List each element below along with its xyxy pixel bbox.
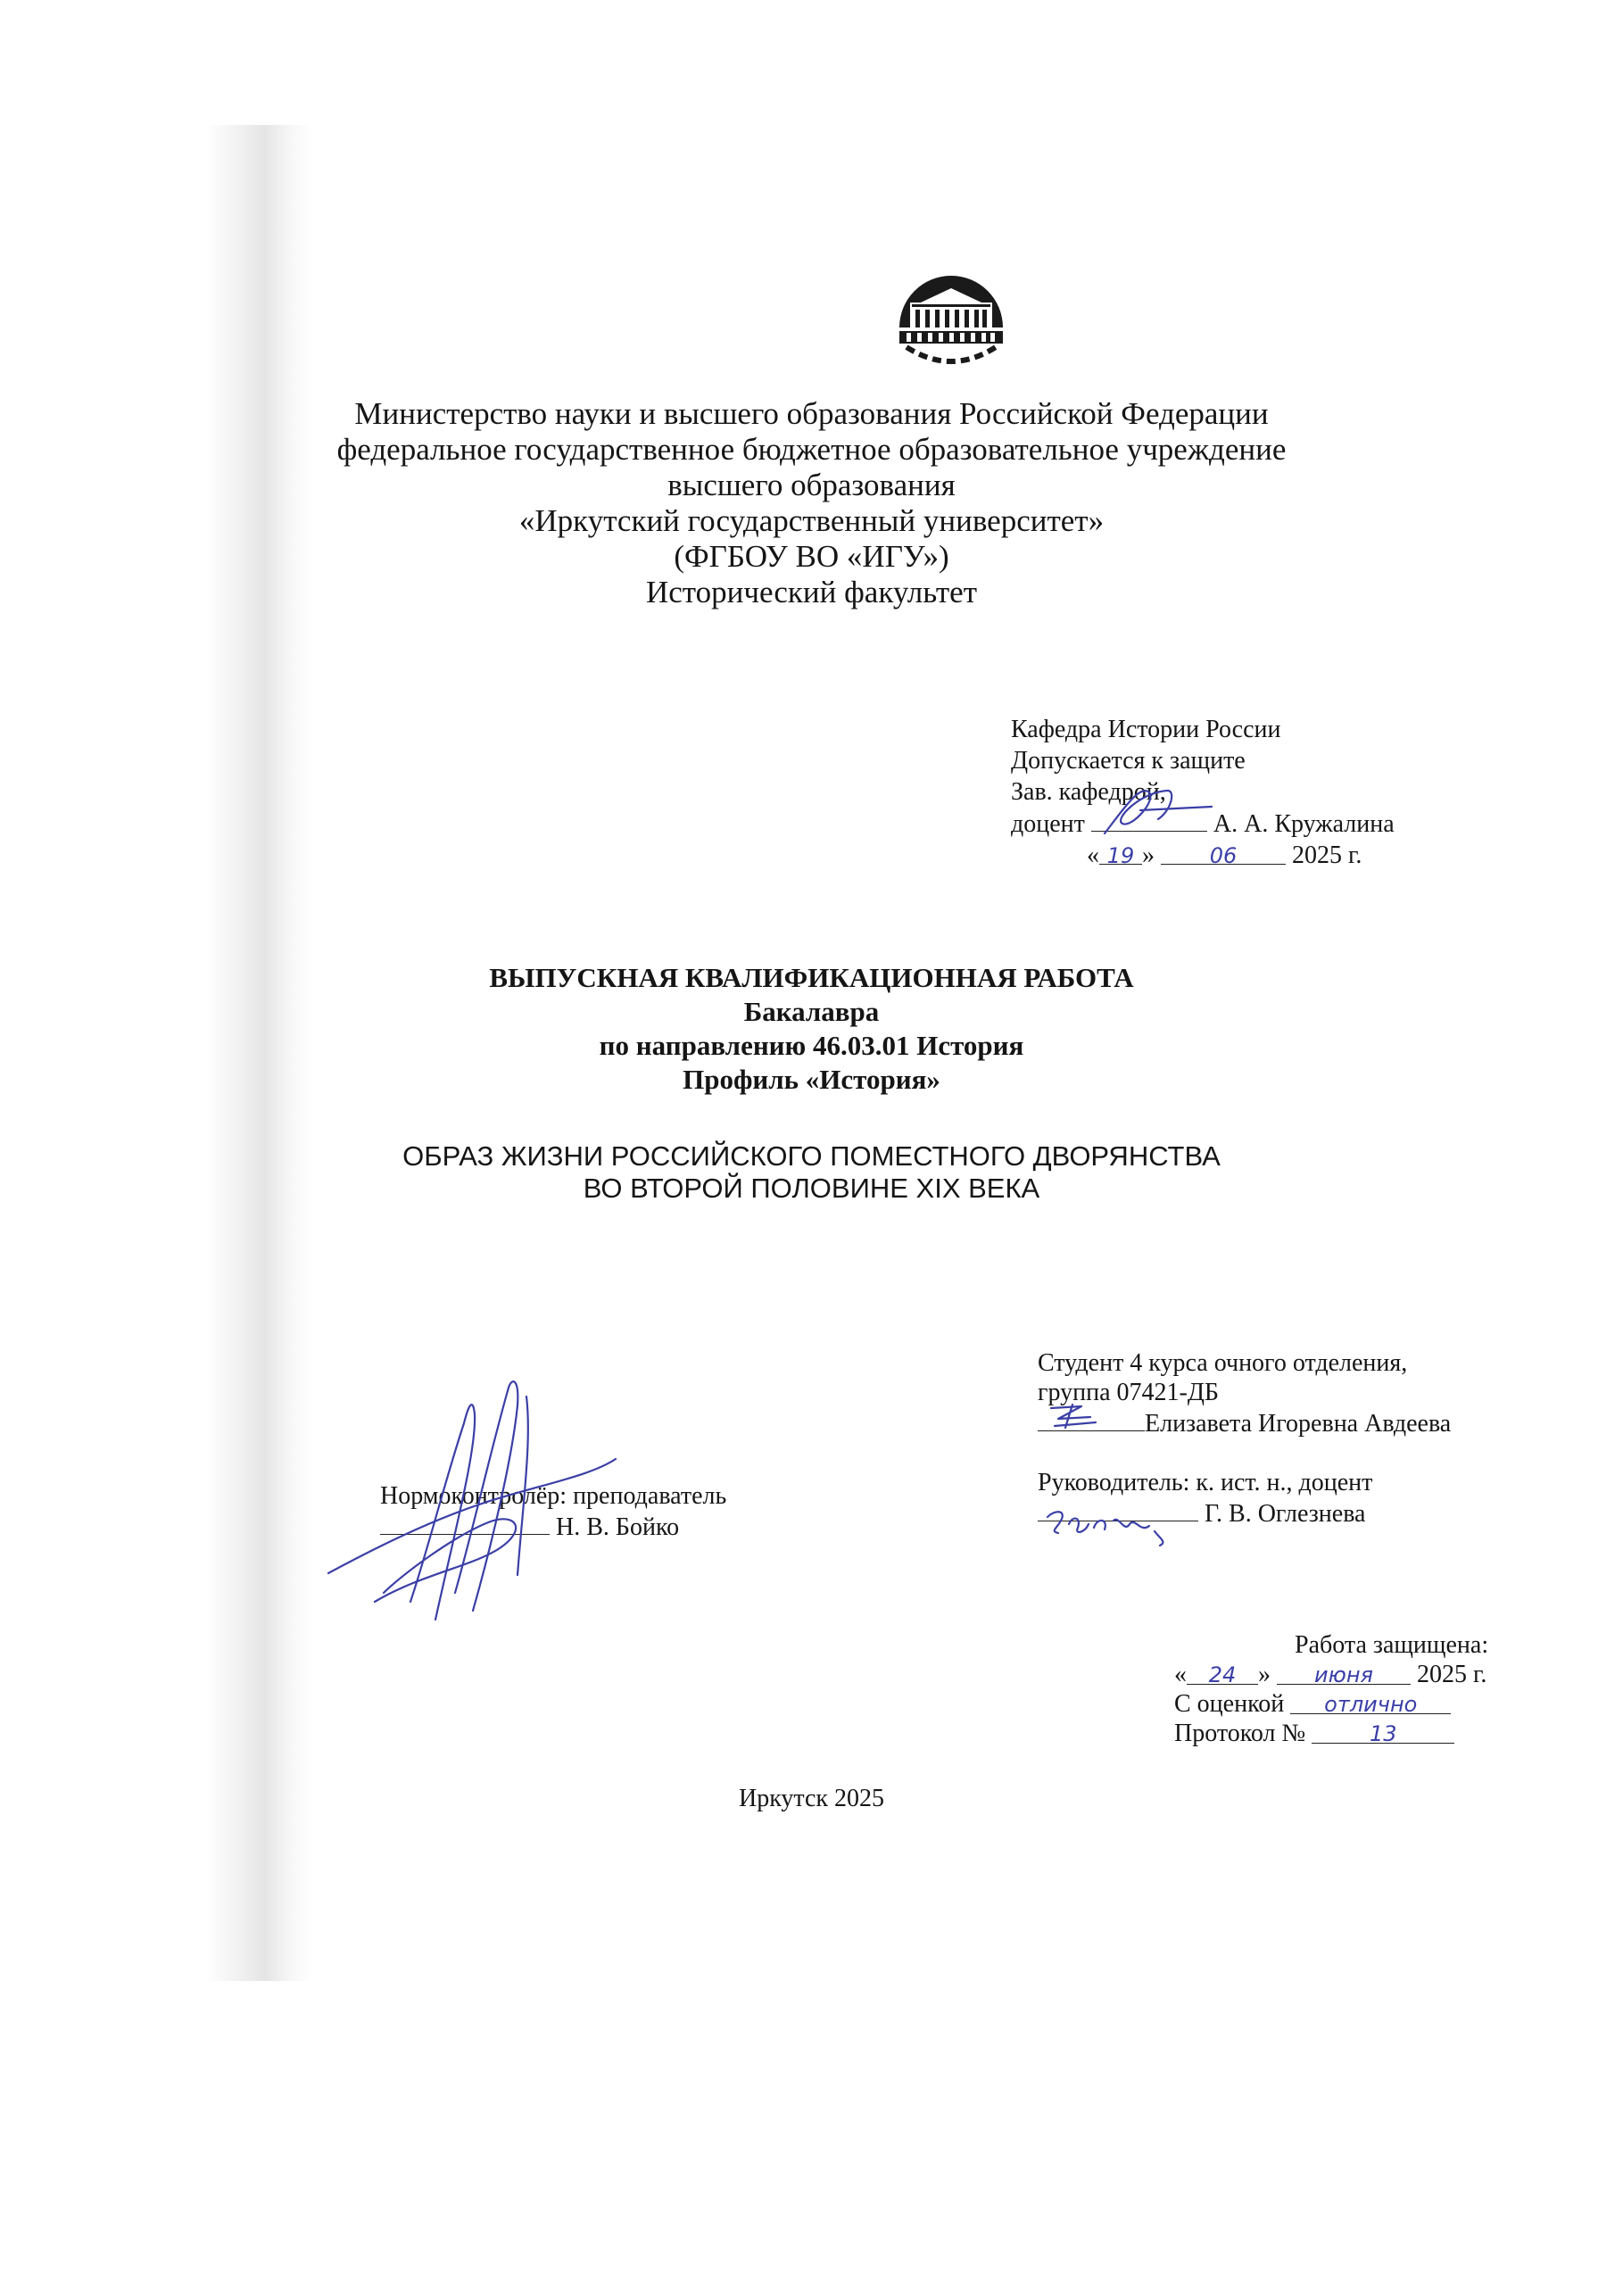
topic-line-2: ВО ВТОРОЙ ПОЛОВИНЕ XIX ВЕКА — [583, 1173, 1040, 1204]
work-type: ВЫПУСКНАЯ КВАЛИФИКАЦИОННАЯ РАБОТА — [489, 962, 1134, 993]
study-profile: Профиль «История» — [683, 1064, 940, 1095]
header-line-abbreviation: (ФГБОУ ВО «ИГУ») — [674, 539, 949, 574]
work-title — [0, 961, 1623, 1097]
protocol-number: 13 — [1312, 1720, 1454, 1744]
defense-label: Работа защищена: — [1295, 1631, 1489, 1659]
defense-date: « 24 » июня 2025 г. — [1174, 1661, 1487, 1688]
protocol-label: Протокол № — [1174, 1720, 1306, 1747]
defense-grade — [1174, 1689, 1488, 1719]
approval-year: 2025 г. — [1292, 841, 1362, 869]
approval-date: « 19 » 06 2025 г. — [1087, 841, 1362, 869]
defense-month: июня — [1277, 1661, 1411, 1685]
supervisor-name: Г. В. Оглезнева — [1205, 1500, 1366, 1528]
thesis-topic — [0, 1140, 1623, 1205]
supervisor-label: Руководитель: к. ист. н., доцент — [1038, 1469, 1373, 1496]
degree: Бакалавра — [743, 996, 880, 1027]
defense-year: 2025 г. — [1417, 1661, 1487, 1688]
defense-block — [1174, 1630, 1488, 1748]
student-block — [1038, 1348, 1451, 1529]
header-line-ministry: Министерство науки и высшего образования Российской Федерации — [354, 396, 1269, 431]
defense-day: 24 — [1187, 1661, 1258, 1685]
head-position: доцент — [1011, 810, 1085, 838]
university-logo — [894, 272, 1008, 379]
student-signature — [1046, 1401, 1108, 1431]
normocontrol-name: Н. В. Бойко — [556, 1513, 680, 1541]
student-course: Студент 4 курса очного отделения, — [1038, 1349, 1408, 1377]
admission-note: Допускается к защите — [1011, 747, 1246, 775]
head-signature — [1087, 775, 1230, 846]
approval-day: 19 — [1099, 841, 1142, 865]
header-line-faculty: Исторический факультет — [645, 575, 978, 609]
supervisor-signature — [1042, 1506, 1198, 1546]
student-group: группа 07421-ДБ — [1038, 1379, 1220, 1406]
student-name: Елизавета Игоревна Авдеева — [1145, 1410, 1452, 1438]
department-name: Кафедра Истории России — [1011, 716, 1281, 743]
head-name: А. А. Кружалина — [1213, 810, 1395, 838]
defense-protocol — [1174, 1719, 1488, 1748]
normocontrol-signature — [321, 1370, 625, 1637]
topic-line-1: ОБРАЗ ЖИЗНИ РОССИЙСКОГО ПОМЕСТНОГО ДВОРЯНСТВА — [402, 1140, 1221, 1172]
grade-value: отлично — [1290, 1690, 1451, 1714]
city-year: Иркутск 2025 — [738, 1785, 885, 1812]
head-label: Зав. кафедрой, — [1011, 778, 1166, 806]
header-line-institution-type: федеральное государственное бюджетное образовательное учреждение — [336, 432, 1287, 467]
normocontrol-label: Нормоконтролёр: преподаватель — [380, 1482, 727, 1510]
ministry-header — [0, 396, 1623, 610]
study-direction: по направлению 46.03.01 История — [599, 1030, 1024, 1061]
header-line-education-level: высшего образования — [667, 468, 956, 502]
header-line-university: «Иркутский государственный университет» — [518, 503, 1105, 538]
spacer — [1038, 1438, 1451, 1468]
approval-month: 06 — [1161, 841, 1286, 865]
grade-label: С оценкой — [1174, 1690, 1285, 1718]
